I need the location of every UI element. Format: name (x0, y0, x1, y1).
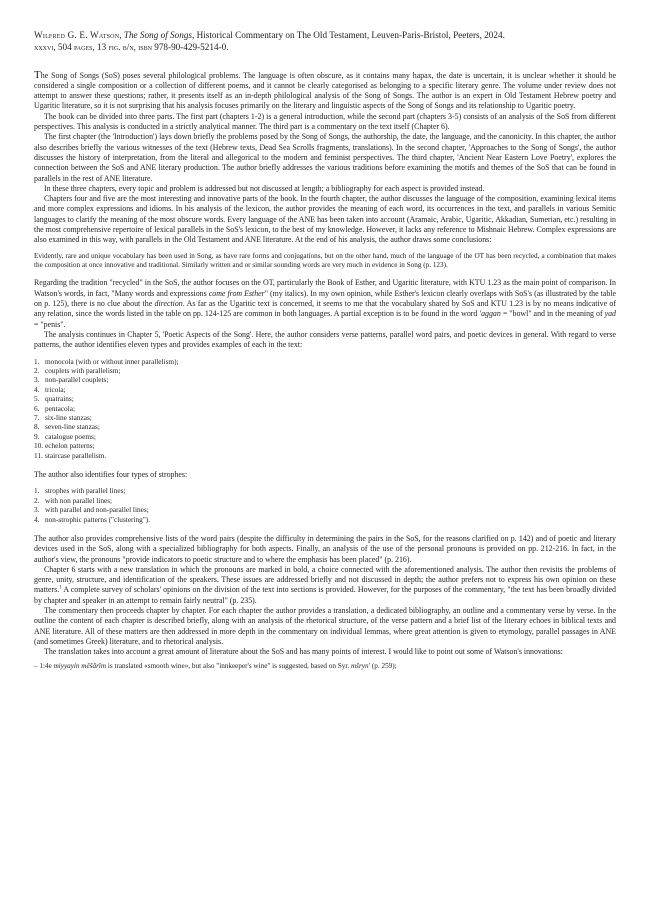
verse-pattern-list (34, 357, 616, 460)
list-item: 8. seven-line stanzas; (34, 422, 100, 432)
innovation-item: – 1:4e miyyayin mêšārîm is translated «smooth wine», but also "innkeeper's wine" is suggested, based on Syr. mšryn' (p. 259); (34, 662, 397, 671)
strophe-list (34, 486, 616, 524)
list-item: 1. monocola (with or without inner parallelism); (34, 356, 179, 366)
paragraph-chapters-1-3: The first chapter (the 'Introduction') lays down briefly the problems posed by the Song of Songs, the authorship, the date, the language, and the canonicity. In this chapter, the author also describes briefly the various witnesses of the text (Hebrew texts, Dead Sea Scrolls fragments, translations). In the second chapter, 'Approaches to the Song of Songs', the author discusses the history of interpretation, from the literal and allegorical to the modern and feminist perspectives. The third chapter, 'Ancient Near Eastern Love Poetry', explores the connection between the SoS and ANE literary production. The author briefly addresses the various traditions before examining the motifs and themes of the SoS that can be found in parallels in the rest of ANE literature. (34, 132, 616, 183)
paragraph-word-pairs: The author also provides comprehensive lists of the word pairs (despite the difficulty in determining the pairs in the SoS, for the reasons clarified on p. 142) and of poetic and literary devices used in the SoS, along with a specialized bibliography for both aspects. Finally, an analysis of the use of the personal pronouns is provided on pp. 212-216. In fact, in the author's view, the pronouns "provide indicators to poetic structure and to where the emphasis has been placed" (p. 216). (34, 533, 616, 564)
paragraph-bibliography-note: In these three chapters, every topic and problem is addressed but not discussed at length; a bibliography for each aspect is provided instead. (44, 183, 485, 193)
paragraph-intro: The Song of Songs (SoS) poses several philological problems. The language is often obscure, as it contains many hapax, the date is uncertain, it is unclear whether it should be considered a single composition or a collection of different poems, and it cannot be clearly categorised as belonging to a specific literary genre. The volume under review does not attempt to answer these questions; rather, it presents itself as an in-depth philological analysis of the Song of Songs. The author is an expert in Old Testament Hebrew poetry and Ugaritic literature, so it is not surprising that his analysis focuses primarily on the literary and linguistic aspects of the Song of Songs and its relationship to Ugaritic poetry. (34, 68, 616, 111)
list-item: 6. pentacola; (34, 403, 75, 413)
book-meta: xxxvi, 504 pages, 13 fig. b/n, isbn 978-90-429-5214-0. (34, 41, 229, 52)
paragraph-structure: The book can be divided into three parts. The first part (chapters 1-2) is a general introduction, while the second part (chapters 3-5) consists of an analysis of the SoS from different perspectives. This analysis is conducted in a strictly analytical manner. The third part is a commentary on the text itself (Chapter 6). (34, 111, 616, 132)
list-item: 10. echelon patterns; (34, 441, 95, 451)
list-item: 2. couplets with parallelism; (34, 365, 121, 375)
list-item: 4. non-strophic patterns ("clustering"). (34, 514, 151, 524)
list-item: 9. catalogue poems; (34, 431, 96, 441)
paragraph-translation: The translation takes into account a great amount of literature about the SoS and has many points of interest. I would like to point out some of Watson's innovations: (44, 647, 563, 657)
review-header: Wilfred G. E. Watson, The Song of Songs, Historical Commentary on The Old Testament, Leuven-Paris-Bristol, Peeters, 2024. xxxvi, 504 pages, 13 fig. b/n, isbn 978-90-429-5214-0. (34, 30, 505, 52)
footnote-ref[interactable]: 1 (59, 585, 62, 591)
paragraph-chapter-5: The analysis continues in Chapter 5, 'Poetic Aspects of the Song'. Here, the author considers verse patterns, parallel word pairs, and poetic devices in general. With regard to verse patterns, the author identifies eleven types and provides examples of each in the text: (34, 329, 616, 350)
list-item: 3. non-parallel couplets; (34, 375, 109, 385)
list-item: 1. strophes with parallel lines; (34, 486, 126, 496)
list-item: 2. with non parallel lines; (34, 495, 113, 505)
paragraph-commentary: The commentary then proceeds chapter by chapter. For each chapter the author provides a translation, a dedicated bibliography, an outline and a commentary verse by verse. In the outline the content of each chapter is described briefly, along with an analysis of the rhetorical structure, of the verse pattern and a brief list of the literary echoes in biblical texts and ANE literature. All of these matters are then addressed in more depth in the commentary on individual lemmas, where great attention is given to etymology, parallel passages in ANE (and sometimes Greek) literature, and to rhetorical analysis. (34, 606, 616, 646)
book-title: The Song of Songs (123, 30, 192, 40)
strophes-intro: The author also identifies four types of strophes: (34, 470, 188, 479)
book-author: Wilfred G. E. Watson (34, 30, 120, 40)
drop-cap: T (34, 68, 41, 81)
paragraph-chapter-6: Chapter 6 starts with a new translation in which the pronouns are marked in bold, a choice connected with the aforementioned analysis. The author then revisits the problems of genre, unity, structure, and identification of the speakers. These issues are addressed briefly and not discussed in depth; the author prefers not to express his own opinion on these matters.$^1$ A complete survey of scholars' opinions on the division of the text into sections is provided. However, for the purposes of the commentary, "the text has been broadly divided by chapter and speaker in an attempt to remain fairly neutral" (p. 235). (34, 564, 616, 605)
list-item: 7. six-line stanzas; (34, 412, 92, 422)
list-item: 11. staircase parallelism. (34, 450, 107, 460)
block-quote: Evidently, rare and unique vocabulary has been used in Song, as have rare forms and conjugations, but on the other hand, much of the language of the OT has been recycled, a combination that makes the composition at once innovative and traditional. Similarly written and or similar sounding words are very much in evidence in Song (p. 123). (34, 251, 616, 270)
list-item: 4. tricola; (34, 384, 66, 394)
paragraph-chapter-4: Chapters four and five are the most interesting and innovative parts of the book. In the fourth chapter, the author discusses the language of the composition, examining lexical items and more complex expressions and idioms. In his analysis of the lexicon, the author provides the meaning of each word, its occurrences in the text, and parallels in various Semitic languages to clarify the meaning of the most obscure words. Every language of the ANE has been taken into account (Aramaic, Arabic, Ugaritic, Akkadian, Sumerian, etc.) resulting in the most comprehensive repertoire of lexical parallels in the SoS's lexicon, to the best of my knowledge. However, it lacks any reference to Mishnaic Hebrew. Complex expressions are also examined in this way, with parallels in the Old Testament and ANE literature. At the end of his analysis, the author draws some conclusions: (34, 194, 616, 245)
book-publication: , Historical Commentary on The Old Testament, Leuven-Paris-Bristol, Peeters, 2024. (192, 30, 505, 40)
list-item: 5. quatrains; (34, 394, 74, 404)
list-item: 3. with parallel and non-parallel lines; (34, 505, 149, 515)
paragraph-tradition: Regarding the tradition "recycled" in the SoS, the author focuses on the OT, particularly the Book of Esther, and Ugaritic literature, with KTU 1.23 as the main point of comparison. In Watson's words, in fact, "Many words and expressions come from Esther" (my italics). In my own opinion, while Esther's lexicon clearly overlaps with SoS's (as illustrated by the table on p. 125), there is no clue about the direction. As far as the Ugaritic text is concerned, it seems to me that the vocabulary shared by SoS and KTU 1.23 is by no means indicative of any relation, since the words listed in the table on pp. 124-125 are common in both languages. A partial exception is to be found in the word 'aggan = "bowl" and in the meaning of yad = "penis". (34, 278, 617, 329)
